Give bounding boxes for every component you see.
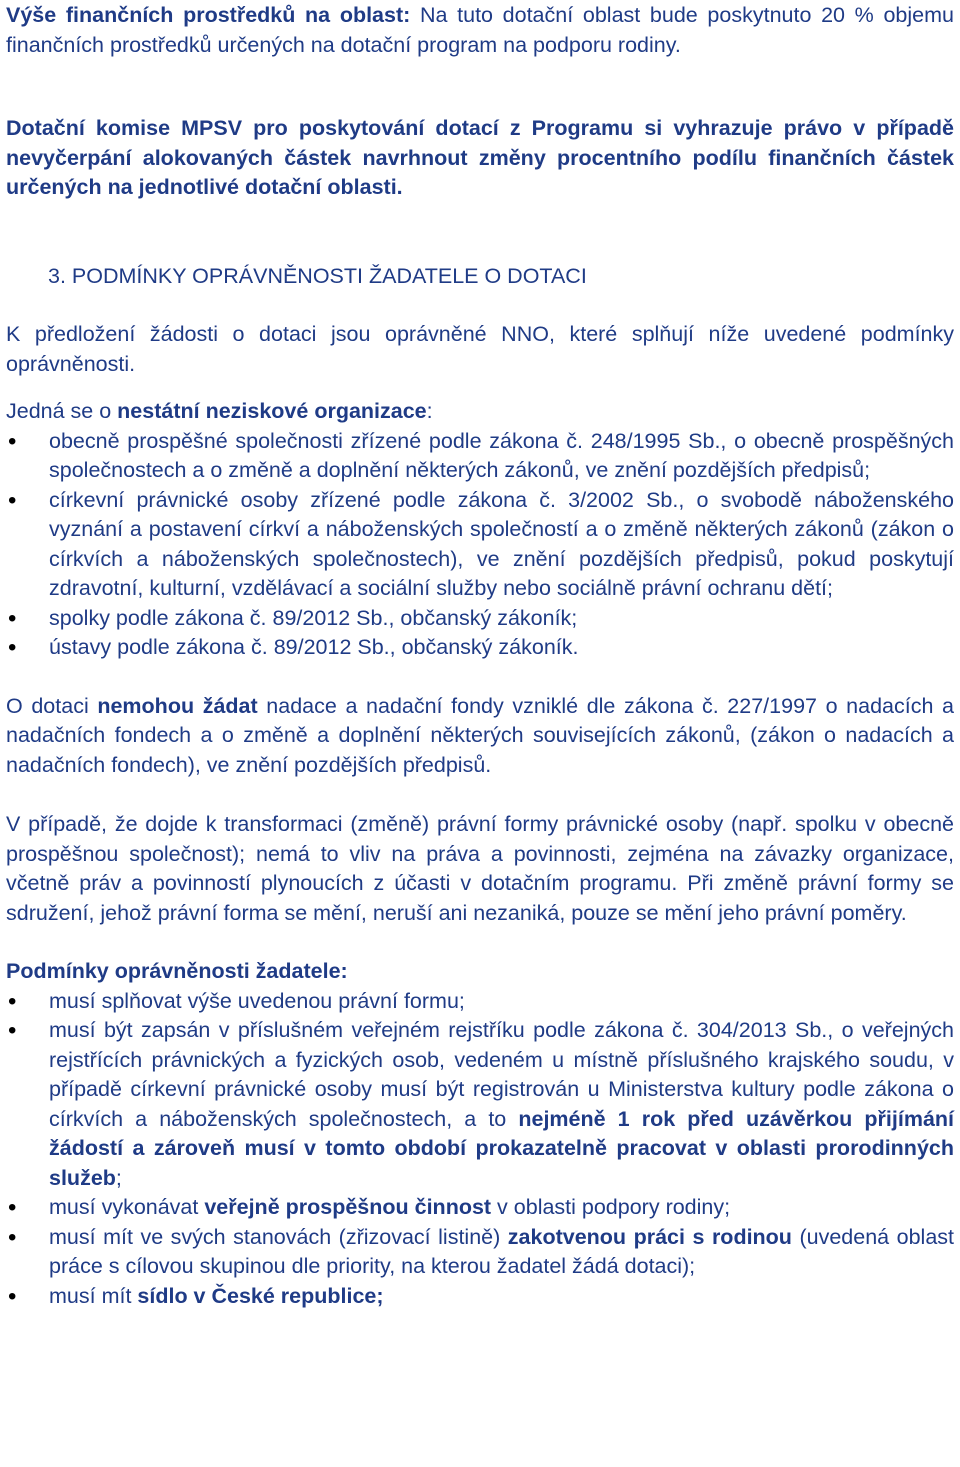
commission-paragraph: Dotační komise MPSV pro poskytování dotací z Programu si vyhrazuje právo v případě nevyčerpání alokovaných částek navrhnout změny procentního podílu finančních částek určených na jednotlivé dotační oblasti. bbox=[6, 116, 954, 199]
transformation-paragraph: V případě, že dojde k transformaci (změně) právní formy právnické osoby (např. spolku v obecně prospěšnou společnost); nemá to vliv na práva a povinnosti, zejména na závazky organizace, včetně práv a povinností plynoucích z účasti v dotačním programu. Při změně právní formy se sdružení, jehož právní forma se mění, neruší ani nezaniká, pouze se mění jeho právní poměry. bbox=[6, 812, 954, 925]
ngo-emphasis: nestátní neziskové organizace bbox=[117, 399, 427, 423]
allocation-paragraph bbox=[6, 1, 954, 60]
list-item: • církevní právnické osoby zřízené podle zákona č. 3/2002 Sb., o svobodě náboženského vyznání a postavení církví a náboženských společností a o změně některých zákonů (zákon o církvích a náboženských společnostech), ve znění pozdějších předpisů, pokud poskytují zdravotní, kulturní, vzdělávací a sociální služby nebo sociálně právní ochranu dětí; bbox=[6, 486, 954, 604]
conditions-heading: Podmínky oprávněnosti žadatele: bbox=[6, 959, 348, 983]
eligibility-intro: K předložení žádosti o dotaci jsou oprávněné NNO, které splňují níže uvedené podmínky oprávněnosti. bbox=[6, 322, 954, 376]
list-item: • musí být zapsán v příslušném veřejném rejstříku podle zákona č. 304/2013 Sb., o veřejných rejstřících právnických a fyzických osob, vedeném u místně příslušného krajského soudu, v případě církevní právnické osoby musí být registrován u Ministerstva kultury podle zákona o církvích a náboženských společnostech, a to nejméně 1 rok před uzávěrkou přijímání žádostí a zároveň musí v tomto období prokazatelně pracovat v oblasti prorodinných služeb; bbox=[6, 1016, 954, 1193]
list-item: • ústavy podle zákona č. 89/2012 Sb., občanský zákoník. bbox=[6, 633, 954, 663]
section-heading: 3. PODMÍNKY OPRÁVNĚNOSTI ŽADATELE O DOTACI bbox=[48, 263, 587, 288]
allocation-label: Výše finančních prostředků na oblast: bbox=[6, 3, 411, 27]
organization-type-list bbox=[6, 427, 954, 663]
list-item: • obecně prospěšné společnosti zřízené podle zákona č. 248/1995 Sb., o obecně prospěšných společnostech a o změně a doplnění některých zákonů, ve znění pozdějších předpisů; bbox=[6, 427, 954, 486]
list-item: • musí vykonávat veřejně prospěšnou činnost v oblasti podpory rodiny; bbox=[6, 1193, 954, 1223]
list-item: • musí mít ve svých stanovách (zřizovací listině) zakotvenou práci s rodinou (uvedená oblast práce s cílovou skupinou dle priority, na kterou žadatel žádá dotaci); bbox=[6, 1223, 954, 1282]
exclusion-paragraph: O dotaci nemohou žádat nadace a nadační fondy vzniklé dle zákona č. 227/1997 o nadacích a nadačních fondech a o změně a doplnění některých souvisejících zákonů, (zákon o nadacích a nadačních fondech), ve znění pozdějších předpisů. bbox=[6, 693, 955, 777]
list-item: • spolky podle zákona č. 89/2012 Sb., občanský zákoník; bbox=[6, 604, 954, 634]
list-item: • musí splňovat výše uvedenou právní formu; bbox=[6, 987, 954, 1017]
exclusion-emphasis: nemohou žádat bbox=[97, 693, 258, 718]
conditions-list bbox=[6, 987, 954, 1312]
document-page bbox=[0, 1, 960, 1311]
allocation-text: Na tuto dotační oblast bude poskytnuto 20 % objemu finančních prostředků určených na dotační program na podporu rodiny. bbox=[6, 3, 954, 57]
ngo-intro: Jedná se o nestátní neziskové organizace: bbox=[6, 399, 433, 423]
list-item: • musí mít sídlo v České republice; bbox=[6, 1282, 954, 1312]
